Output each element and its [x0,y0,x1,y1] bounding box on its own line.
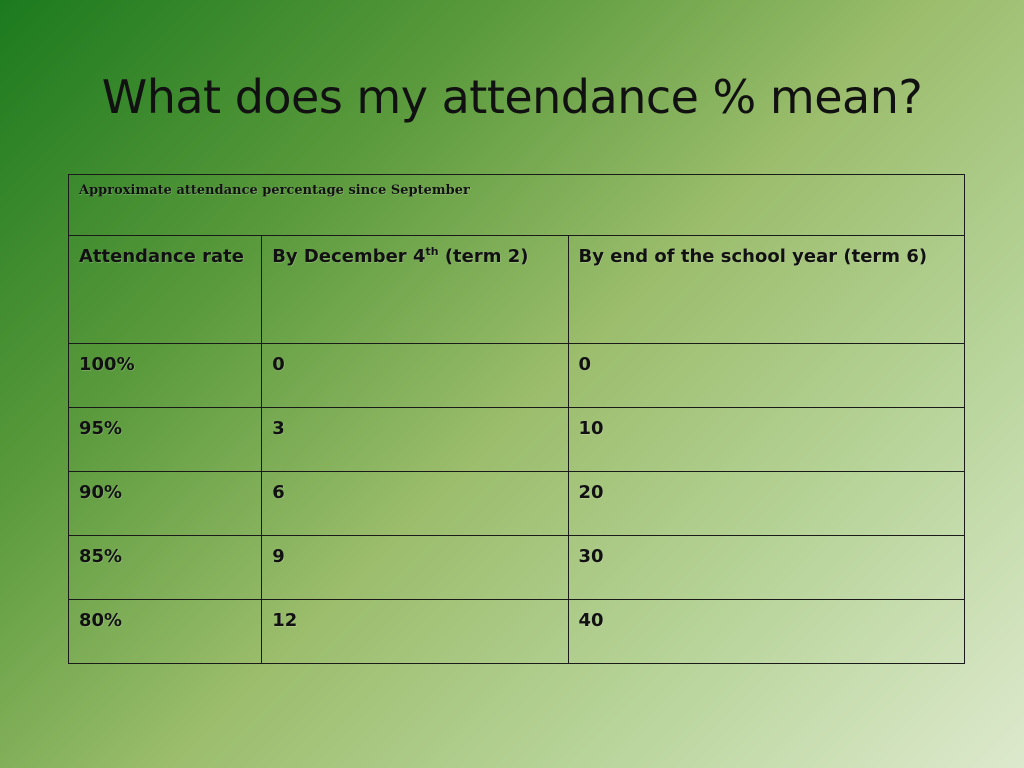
cell-december: 6 [262,472,568,536]
header-attendance-rate: Attendance rate [69,236,262,344]
table-row [69,536,965,600]
table-caption: Approximate attendance percentage since September [69,175,965,236]
table-row [69,600,965,664]
cell-year-end: 0 [568,344,964,408]
header-december-prefix: By December 4 [272,246,426,267]
cell-year-end: 20 [568,472,964,536]
header-end-of-year: By end of the school year (term 6) [568,236,964,344]
cell-year-end: 10 [568,408,964,472]
cell-december: 3 [262,408,568,472]
cell-rate: 100% [69,344,262,408]
attendance-table [68,174,965,664]
slide-title: What does my attendance % mean? [101,70,923,124]
header-by-december [262,236,568,344]
cell-rate: 90% [69,472,262,536]
cell-year-end: 30 [568,536,964,600]
cell-rate: 85% [69,536,262,600]
cell-december: 0 [262,344,568,408]
cell-rate: 80% [69,600,262,664]
table-header-row [69,236,965,344]
table-caption-row [69,175,965,236]
header-december-sup: th [425,245,439,258]
table-row [69,344,965,408]
header-december-suffix: (term 2) [438,246,529,267]
table-row [69,472,965,536]
table-row [69,408,965,472]
cell-rate: 95% [69,408,262,472]
cell-year-end: 40 [568,600,964,664]
cell-december: 12 [262,600,568,664]
cell-december: 9 [262,536,568,600]
